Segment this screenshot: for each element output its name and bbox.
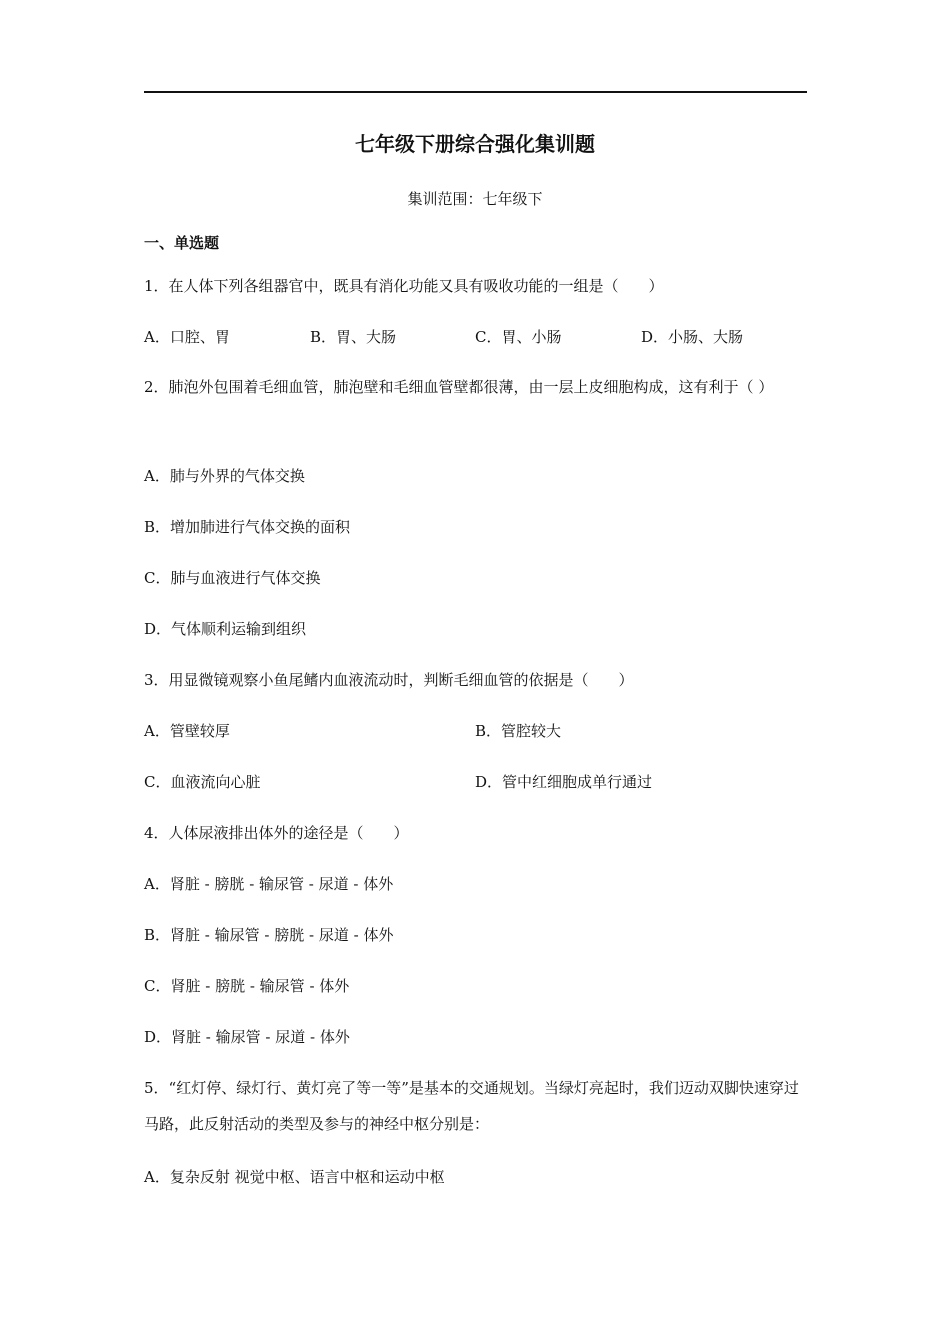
- question-4-option-b: B．肾脏 - 输尿管 - 膀胱 - 尿道 - 体外: [144, 926, 394, 944]
- question-4-stem: 4．人体尿液排出体外的途径是（ ）: [144, 824, 409, 842]
- question-1-option-b: B．胃、大肠: [310, 328, 397, 346]
- question-4-option-a: A．肾脏 - 膀胱 - 输尿管 - 尿道 - 体外: [144, 875, 394, 893]
- question-4-option-d: D．肾脏 - 输尿管 - 尿道 - 体外: [144, 1028, 350, 1046]
- question-2-option-b: B．增加肺进行气体交换的面积: [144, 518, 351, 536]
- header-rule: [144, 91, 807, 93]
- question-1-stem: 1．在人体下列各组器官中，既具有消化功能又具有吸收功能的一组是（ ）: [144, 277, 664, 295]
- question-3-option-b: B．管腔较大: [475, 722, 562, 740]
- question-2-option-a: A．肺与外界的气体交换: [144, 467, 305, 485]
- page-subtitle: 集训范围：七年级下: [407, 190, 543, 208]
- question-3-stem: 3．用显微镜观察小鱼尾鳍内血液流动时，判断毛细血管的依据是（ ）: [144, 671, 634, 689]
- question-3-option-c: C．血液流向心脏: [144, 773, 261, 791]
- question-1-option-a: A．口腔、胃: [144, 328, 230, 346]
- question-1-option-d: D．小肠、大肠: [641, 328, 744, 346]
- question-2-option-c: C．肺与血液进行气体交换: [144, 569, 321, 587]
- question-2-stem: 2．肺泡外包围着毛细血管，肺泡壁和毛细血管壁都很薄，由一层上皮细胞构成，这有利于（ ）: [144, 378, 774, 396]
- section-heading: 一、单选题: [144, 234, 220, 252]
- question-5-stem: 5．“红灯停、绿灯行、黄灯亮了等一等”是基本的交通规划。当绿灯亮起时，我们迈动双脚快速穿过马路，此反射活动的类型及参与的神经中枢分别是：: [144, 1079, 799, 1133]
- question-4-option-c: C．肾脏 - 膀胱 - 输尿管 - 体外: [144, 977, 350, 995]
- page-title: 七年级下册综合强化集训题: [355, 132, 595, 156]
- question-3-option-a: A．管壁较厚: [144, 722, 230, 740]
- question-2-option-d: D．气体顺利运输到组织: [144, 620, 307, 638]
- question-3-option-d: D．管中红细胞成单行通过: [475, 773, 653, 791]
- question-5-option-a: A．复杂反射 视觉中枢、语言中枢和运动中枢: [144, 1168, 445, 1186]
- question-1-option-c: C．胃、小肠: [475, 328, 562, 346]
